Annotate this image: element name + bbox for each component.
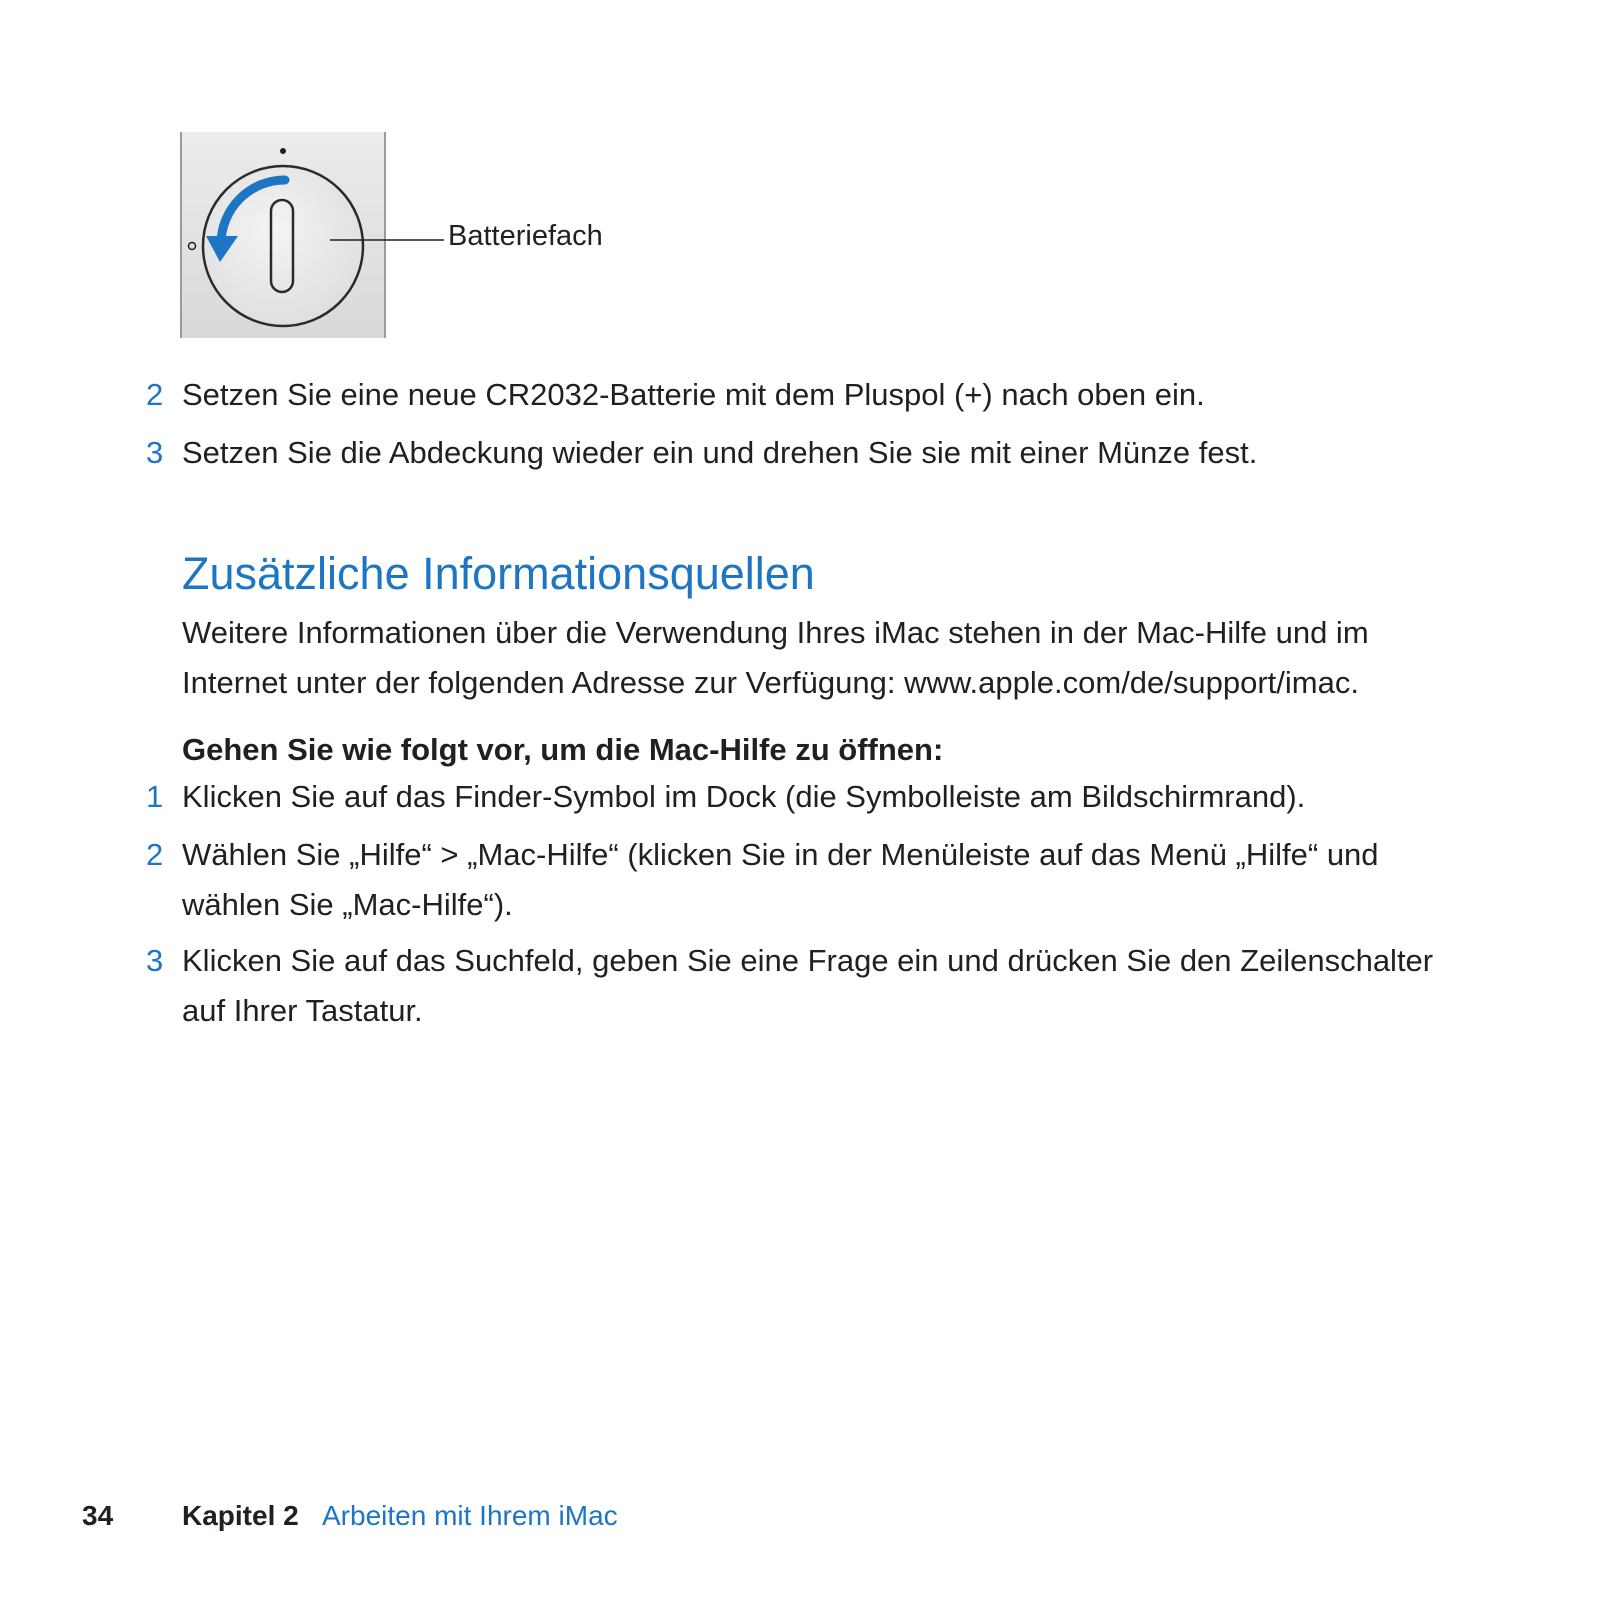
battery-compartment-illustration [180, 132, 390, 338]
step-item [146, 428, 1476, 478]
step-text: Klicken Sie auf das Suchfeld, geben Sie eine Frage ein und drücken Sie den Zeilenschalter auf Ihrer Tastatur. [182, 943, 1434, 1028]
callout-leader-line [330, 238, 446, 242]
procedure-heading: Gehen Sie wie folgt vor, um die Mac-Hilfe zu öffnen: [182, 732, 944, 767]
step-number: 3 [146, 943, 164, 978]
chapter-label: Kapitel 2 [182, 1500, 299, 1531]
section-paragraph: Weitere Informationen über die Verwendung Ihres iMac stehen in der Mac-Hilfe und im Internet unter der folgenden Adresse zur Verfügung: www.apple.com/de/support/imac. [182, 615, 1369, 700]
alignment-dot-top [280, 148, 286, 154]
step-number: 1 [146, 779, 164, 814]
step-number: 3 [146, 435, 164, 470]
page-number: 34 [82, 1500, 114, 1531]
section-heading: Zusätzliche Informationsquellen [182, 548, 815, 599]
step-number: 2 [146, 377, 164, 412]
step-item [146, 370, 1476, 420]
chapter-title-link[interactable]: Arbeiten mit Ihrem iMac [322, 1500, 618, 1531]
step-text: Klicken Sie auf das Finder-Symbol im Dock (die Symbolleiste am Bildschirmrand). [182, 779, 1306, 814]
step-text: Setzen Sie die Abdeckung wieder ein und drehen Sie sie mit einer Münze fest. [182, 435, 1258, 470]
step-item [146, 830, 1476, 930]
step-item [146, 936, 1476, 1036]
step-text: Setzen Sie eine neue CR2032-Batterie mit dem Pluspol (+) nach oben ein. [182, 377, 1205, 412]
step-item [146, 772, 1476, 822]
step-text: Wählen Sie „Hilfe“ > „Mac-Hilfe“ (klicken Sie in der Menüleiste auf das Menü „Hilfe“ und wählen Sie „Mac-Hilfe“). [182, 837, 1379, 922]
step-number: 2 [146, 837, 164, 872]
callout-label: Batteriefach [448, 220, 603, 252]
